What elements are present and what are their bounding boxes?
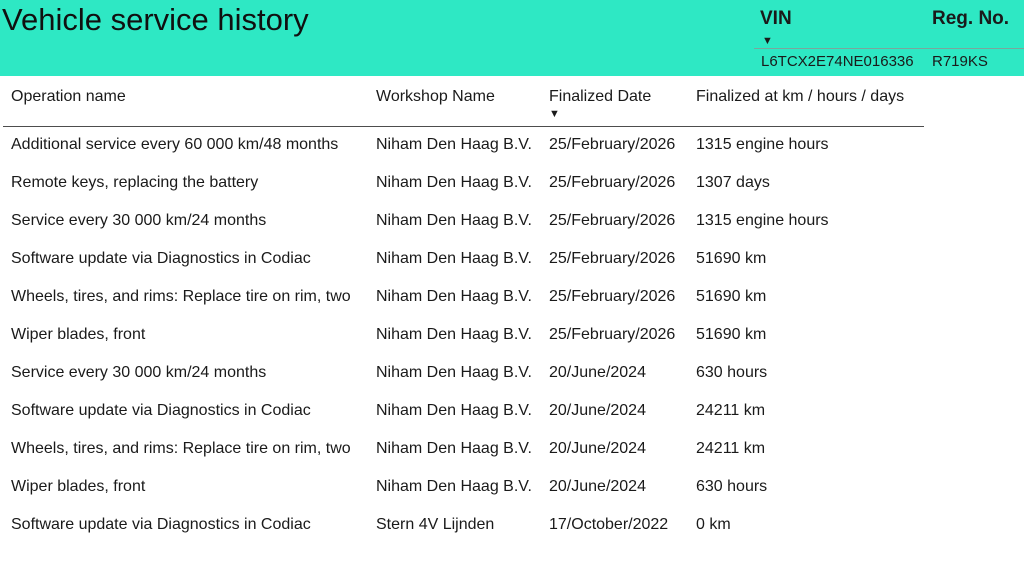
column-header-finalized-at[interactable]: Finalized at km / hours / days	[696, 88, 905, 105]
finalized-at-cell: 1315 engine hours	[696, 136, 829, 153]
operation-name-cell: Wiper blades, front	[11, 326, 146, 343]
workshop-name-cell: Niham Den Haag B.V.	[376, 212, 532, 229]
finalized-date-cell: 25/February/2026	[549, 250, 676, 267]
column-header-finalized-date[interactable]: Finalized Date	[549, 88, 652, 105]
operation-name-cell: Wheels, tires, and rims: Replace tire on rim, two	[11, 288, 351, 305]
table-body	[0, 127, 1024, 545]
column-header-operation-name[interactable]: Operation name	[11, 88, 126, 105]
operation-name-cell: Remote keys, replacing the battery	[11, 174, 259, 191]
workshop-name-cell: Niham Den Haag B.V.	[376, 288, 532, 305]
finalized-date-cell: 25/February/2026	[549, 212, 676, 229]
table-row[interactable]	[0, 355, 924, 393]
reg-no-value: R719KS	[932, 53, 988, 70]
workshop-name-cell: Niham Den Haag B.V.	[376, 250, 532, 267]
header-band	[0, 0, 1024, 76]
finalized-date-cell: 20/June/2024	[549, 478, 646, 495]
workshop-name-cell: Niham Den Haag B.V.	[376, 478, 532, 495]
table-row[interactable]	[0, 279, 924, 317]
table-row[interactable]	[0, 203, 924, 241]
table-row[interactable]	[0, 127, 924, 165]
finalized-at-cell: 630 hours	[696, 364, 768, 381]
workshop-name-cell: Niham Den Haag B.V.	[376, 440, 532, 457]
finalized-date-cell: 25/February/2026	[549, 136, 676, 153]
sort-descending-icon[interactable]: ▼	[762, 35, 773, 47]
workshop-name-cell: Niham Den Haag B.V.	[376, 174, 532, 191]
finalized-date-cell: 20/June/2024	[549, 402, 646, 419]
workshop-name-cell: Niham Den Haag B.V.	[376, 402, 532, 419]
finalized-date-cell: 25/February/2026	[549, 174, 676, 191]
table-row[interactable]	[0, 507, 924, 545]
finalized-at-cell: 0 km	[696, 516, 731, 533]
workshop-name-cell: Niham Den Haag B.V.	[376, 364, 532, 381]
finalized-at-cell: 1307 days	[696, 174, 770, 191]
finalized-date-cell: 25/February/2026	[549, 288, 676, 305]
finalized-at-cell: 51690 km	[696, 250, 767, 267]
table-row[interactable]	[0, 431, 924, 469]
operation-name-cell: Service every 30 000 km/24 months	[11, 364, 267, 381]
finalized-date-cell: 25/February/2026	[549, 326, 676, 343]
table-row[interactable]	[0, 165, 924, 203]
table-row[interactable]	[0, 469, 924, 507]
finalized-at-cell: 51690 km	[696, 288, 767, 305]
vehicle-info-divider	[754, 48, 1024, 49]
vin-value: L6TCX2E74NE016336	[761, 53, 914, 70]
finalized-date-cell: 20/June/2024	[549, 440, 646, 457]
vin-column-header[interactable]: VIN	[760, 8, 792, 29]
service-history-table	[0, 76, 1024, 562]
operation-name-cell: Software update via Diagnostics in Codiac	[11, 250, 311, 267]
finalized-date-cell: 17/October/2022	[549, 516, 669, 533]
finalized-at-cell: 24211 km	[696, 440, 766, 457]
operation-name-cell: Additional service every 60 000 km/48 months	[11, 136, 339, 153]
operation-name-cell: Service every 30 000 km/24 months	[11, 212, 267, 229]
page-title: Vehicle service history	[2, 2, 309, 37]
operation-name-cell: Software update via Diagnostics in Codiac	[11, 516, 311, 533]
workshop-name-cell: Niham Den Haag B.V.	[376, 326, 532, 343]
sort-descending-icon[interactable]: ▼	[549, 108, 560, 120]
workshop-name-cell: Niham Den Haag B.V.	[376, 136, 532, 153]
operation-name-cell: Wheels, tires, and rims: Replace tire on rim, two	[11, 440, 351, 457]
vehicle-info-panel	[754, 0, 1024, 76]
finalized-at-cell: 1315 engine hours	[696, 212, 829, 229]
workshop-name-cell: Stern 4V Lijnden	[376, 516, 495, 533]
finalized-date-cell: 20/June/2024	[549, 364, 646, 381]
table-row[interactable]	[0, 241, 924, 279]
finalized-at-cell: 24211 km	[696, 402, 766, 419]
table-row[interactable]	[0, 393, 924, 431]
finalized-at-cell: 51690 km	[696, 326, 767, 343]
reg-no-column-header[interactable]: Reg. No.	[932, 8, 1010, 29]
column-header-workshop-name[interactable]: Workshop Name	[376, 88, 495, 105]
operation-name-cell: Wiper blades, front	[11, 478, 146, 495]
table-row[interactable]	[0, 317, 924, 355]
operation-name-cell: Software update via Diagnostics in Codiac	[11, 402, 311, 419]
finalized-at-cell: 630 hours	[696, 478, 768, 495]
